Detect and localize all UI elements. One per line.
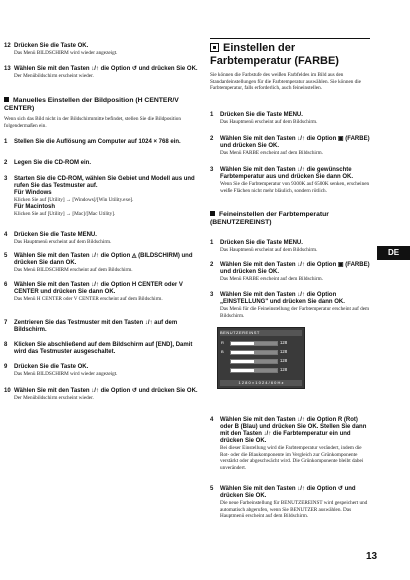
square-bullet-icon [4,97,9,102]
step-3 [4,176,200,217]
windows-label: Für Windows [14,190,52,196]
osd-row-bar [230,350,278,355]
page-title: Einstellen der Farbtemperatur (FARBE) [210,42,339,67]
step-number: 3 [4,176,8,182]
step-7 [4,320,200,334]
mac-text: Klicken Sie auf [Utility] → [Mac]/[Mac Utility]. [14,210,116,217]
step-title: Klicken Sie abschließend auf dem Bildschirm auf [END], Damit wird das Testmuster ausgeschaltet. [14,342,193,355]
step-desc: Bei dieser Einstellung wird die Farbtemperatur verändert, indem die Rot- oder die Blaukomponente im Vergleich zur Grünkomponente verstärkt oder abgeschwächt wird. Die Grünkomponente bleibt dabei unverändert. [220,445,364,471]
osd-row-label [221,358,227,363]
color-step-3 [210,167,370,194]
osd-menu-screenshot [217,327,305,389]
step-number: 6 [4,282,8,288]
fine-step-2 [210,262,370,283]
step-desc: Das Menü BILDSCHIRM wird wieder angezeigt. [14,371,118,377]
step-10 [4,388,200,402]
step-desc: Das Menü für die Feineinstellung der Farbtemperatur erscheint auf dem Bildschirm. [220,306,370,319]
osd-row-label: R [221,340,224,345]
fine-step-4 [210,417,370,471]
osd-header: BENUTZEREINST [220,330,302,336]
step-number: 5 [4,253,8,259]
step-number: 9 [4,364,8,370]
osd-row-bar [230,359,278,364]
step-title: Starten Sie die CD-ROM, wählen Sie Gebiet und Modell aus und rufen Sie das Testmuster auf. [14,176,195,189]
step-desc: Das Menü BILDSCHIRM wird wieder angezeigt. [14,50,118,56]
step-number: 4 [4,232,8,238]
step-number: 2 [4,160,8,166]
step-title: Wählen Sie mit den Tasten ↓/↑ die Option H CENTER oder V CENTER und drücken Sie dann OK. [14,282,183,295]
language-tab: DE [377,246,410,260]
fine-step-5 [210,486,370,520]
step-number: 2 [210,136,214,142]
step-desc: Das Menü FARBE erscheint auf dem Bildschirm. [220,150,323,156]
section-heading-bildposition: Manuelles Einstellen der Bildposition (H CENTER/V CENTER) [4,97,179,112]
step-title: Wählen Sie mit den Tasten ↓/↑ die Option ▣ (FARBE) und drücken Sie OK. [220,262,370,275]
osd-row-label: B [221,349,224,354]
step-title: Wählen Sie mit den Tasten ↓/↑ die Option ▣ (FARBE) und drücken Sie OK. [220,136,370,149]
step-title: Legen Sie die CD-ROM ein. [14,160,92,166]
step-number: 5 [210,486,214,492]
step-desc: Der Menübildschirm erscheint wieder. [14,73,94,79]
osd-footer: 1 2 8 0 × 1 0 2 4 / 6 0 H z [220,380,302,386]
section-heading-feineinstellen: Feineinstellen der Farbtemperatur (BENUTZEREINST) [210,211,329,226]
windows-text: Klicken Sie auf [Utility] → [Windows]/[Win Utility.exe]. [14,197,134,203]
color-step-1 [210,112,370,126]
step-number: 8 [4,342,8,348]
step-title: Wählen Sie mit den Tasten ↓/↑ die Option ↺ und drücken Sie OK. [14,66,198,72]
step-desc: Wenn Sie die Farbtemperatur von 9300K auf 6500K senken, erscheinen weiße Flächen nicht mehr bläulich, sondern rötlich. [220,181,370,194]
step-number: 12 [4,43,11,49]
fine-step-1 [210,240,370,254]
step-title: Stellen Sie die Auflösung am Computer auf 1024 × 768 ein. [14,139,181,145]
step-title: Drücken Sie die Taste MENU. [220,240,303,246]
step-desc: Das Menü H CENTER oder V CENTER erscheint auf dem Bildschirm. [14,296,163,302]
step-number: 10 [4,388,11,394]
osd-row-bar [230,341,278,346]
step-4 [4,232,200,246]
osd-row-value: 128 [280,358,288,363]
step-5 [4,253,200,274]
step-8 [4,342,200,356]
intro-text: Sie können die Farbstufe des weißen Farbfeldes im Bild aus den Standardeinstellungen für die Farbtemperatur auswählen. Sie können die Farbtemperatur, falls erforderlich, auch feineinstellen. [210,72,361,92]
step-desc: Die neue Farbeinstellung für BENUTZEREINST wird gespeichert und automatisch abgerufen, wenn Sie BENUTZER auswählen. Das Hauptmenü erscheint auf dem Bildschirm. [220,500,368,520]
step-number: 1 [210,112,214,118]
step-12 [4,43,200,57]
step-2 [4,160,200,167]
step-number: 4 [210,417,214,423]
step-number: 7 [4,320,8,326]
step-number: 13 [4,66,11,72]
step-6 [4,282,200,303]
mac-label: Für Macintosh [14,203,56,210]
osd-row-bar [230,368,278,373]
step-title: Drücken Sie die Taste MENU. [220,112,303,118]
step-number: 2 [210,262,214,268]
step-desc: Das Hauptmenü erscheint auf dem Bildschirm. [14,239,112,245]
step-desc: Der Menübildschirm erscheint wieder. [14,395,94,401]
step-desc: Das Hauptmenü erscheint auf dem Bildschirm. [220,247,318,253]
step-title: Wählen Sie mit den Tasten ↓/↑ die Option „EINSTELLUNG" und drücken Sie dann OK. [220,292,345,305]
title-rule [210,38,370,39]
step-title: Drücken Sie die Taste OK. [14,364,89,370]
color-step-2 [210,136,370,157]
step-desc: Das Menü FARBE erscheint auf dem Bildschirm. [220,276,323,282]
step-13 [4,66,200,80]
step-number: 3 [210,292,214,298]
osd-row-value: 128 [280,349,288,354]
step-number: 1 [210,240,214,246]
section-intro: Wenn sich das Bild nicht in der Bildschirmmitte befindet, stellen Sie die Bildposition folgendermaßen ein. [4,116,181,129]
step-9 [4,364,200,378]
step-title: Wählen Sie mit den Tasten ↓/↑ die Option ↺ und drücken Sie OK. [14,388,198,394]
step-title: Zentrieren Sie das Testmuster mit den Tasten ↓/↑ auf dem Bildschirm. [14,320,178,333]
step-desc: Das Menü BILDSCHIRM erscheint auf dem Bildschirm. [14,267,133,273]
square-bullet-icon [210,211,215,216]
step-1 [4,139,200,146]
step-number: 3 [210,167,214,173]
step-desc: Das Hauptmenü erscheint auf dem Bildschirm. [220,119,318,125]
osd-row-label [221,367,227,372]
osd-row-value: 128 [280,367,288,372]
osd-row-value: 128 [280,340,288,345]
step-title: Wählen Sie mit den Tasten ↓/↑ die Option ↺ und drücken Sie OK. [220,486,356,499]
step-title: Wählen Sie mit den Tasten ↓/↑ die Option ◬ (BILDSCHIRM) und drücken Sie dann OK. [14,253,193,266]
fine-step-3 [210,292,370,319]
step-number: 1 [4,139,8,145]
step-title: Wählen Sie mit den Tasten ↓/↑ die Option R (Rot) oder B (Blau) und drücken Sie OK. Stellen Sie dann mit den Tasten ↓/↑ die Farbtemperatur ein und drücken Sie OK. [220,417,367,444]
step-title: Drücken Sie die Taste MENU. [14,232,97,238]
step-title: Drücken Sie die Taste OK. [14,43,89,49]
farbe-icon [210,43,219,52]
page-number: 13 [366,551,378,562]
step-title: Wählen Sie mit den Tasten ↓/↑ die gewünschte Farbtemperatur aus und drücken Sie dann OK. [220,167,354,180]
